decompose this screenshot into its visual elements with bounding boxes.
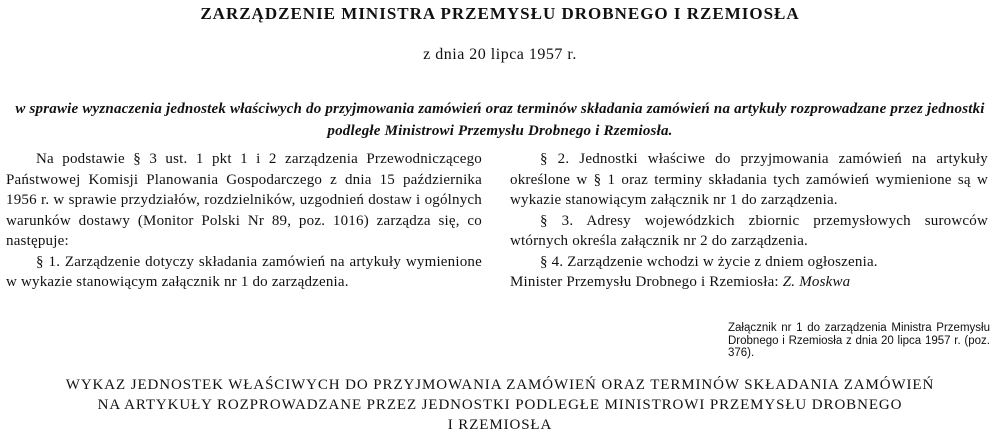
paragraph-3: § 3. Adresy wojewódzkich zbiornic przemysłowych surowców wtórnych określa załącznik nr 2 do zarządzenia. xyxy=(510,212,988,249)
paragraph-1: § 1. Zarządzenie dotyczy składania zamówień na artykuły wymienione w wykazie stanowiącym załącznik nr 1 do zarządzenia. xyxy=(6,253,482,290)
signature-line xyxy=(510,272,988,293)
list-title xyxy=(0,375,1000,435)
list-title-line-1: WYKAZ JEDNOSTEK WŁAŚCIWYCH DO PRZYJMOWANIA ZAMÓWIEŃ ORAZ TERMINÓW SKŁADANIA ZAMÓWIEŃ xyxy=(65,377,935,393)
document-title: ZARZĄDZENIE MINISTRA PRZEMYSŁU DROBNEGO I RZEMIOSŁA xyxy=(200,4,800,23)
right-column xyxy=(510,149,988,293)
signature-role: Minister Przemysłu Drobnego i Rzemiosła: xyxy=(510,274,783,290)
paragraph-4: § 4. Zarządzenie wchodzi w życie z dniem ogłoszenia. xyxy=(540,253,878,270)
list-title-line-3: I RZEMIOSŁA xyxy=(447,417,553,433)
annex-note: Załącznik nr 1 do zarządzenia Ministra Przemysłu Drobnego i Rzemiosła z dnia 20 lipca 1957 r. (poz. 376). xyxy=(728,322,990,359)
paragraph-2: § 2. Jednostki właściwe do przyjmowania zamówień na artykuły określone w § 1 oraz terminy składania tych zamówień wymienione są w wykazie stanowiącym załącznik nr 1 do zarządzenia. xyxy=(510,151,988,208)
list-title-line-2: NA ARTYKUŁY ROZPROWADZANE PRZEZ JEDNOSTKI PODLEGŁE MINISTROWI PRZEMYSŁU DROBNEGO xyxy=(97,397,903,413)
document-subject: w sprawie wyznaczenia jednostek właściwych do przyjmowania zamówień oraz terminów składania zamówień na artykuły rozprowadzane przez jednostki podległe Ministrowi Przemysłu Drobnego i Rzemiosła. xyxy=(15,101,985,139)
signature-name: Z. Moskwa xyxy=(782,274,851,290)
preamble-paragraph: Na podstawie § 3 ust. 1 pkt 1 i 2 zarządzenia Przewodniczącego Państwowej Komisji Planowania Gospodarczego z dnia 15 października 1956 r. w sprawie przydziałów, rozdzielników, uzgodnień dostaw i ogólnych warunków dostawy (Monitor Polski Nr 89, poz. 1016) zarządza się, co następuje: xyxy=(6,151,482,249)
left-column xyxy=(6,149,482,293)
document-date: z dnia 20 lipca 1957 r. xyxy=(423,46,577,63)
